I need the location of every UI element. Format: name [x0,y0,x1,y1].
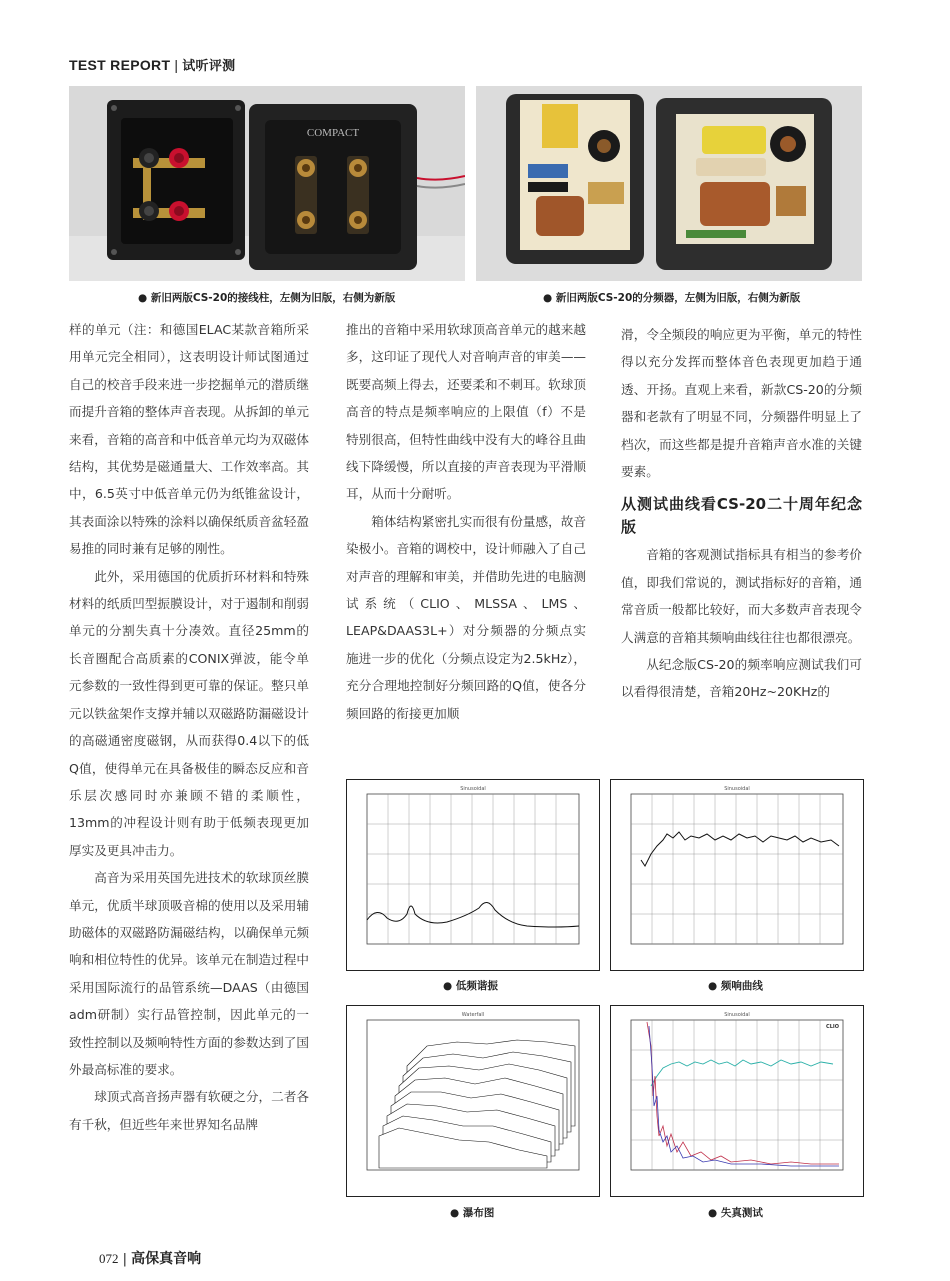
paragraph: 箱体结构紧密扎实而很有份量感，故音染极小。音箱的调校中，设计师融入了自己对声音的理解和审美，并借助先进的电脑测试系统（CLIO、MLSSA、LMS、LEAP&DAAS3L+）对分频器的分频点实施进一步的优化（分频点设定为2.5kHz），充分合理地控制好分频回路的Q值，使各分频回路的衔接更加顺 [346,513,586,721]
paragraph: 滑，令全频段的响应更为平衡，单元的特性得以充分发挥而整体音色表现更加趋于通透、开扬。直观上来看，新款CS-20的分频器和老款有了明显不同，分频器件明显上了档次，而这些都是提升音箱声音水准的关键要素。 [621,327,862,480]
caption-graph-frequency-response: ● 频响曲线 [708,980,763,992]
footer-separator: | [122,1252,128,1267]
page-footer [99,1248,201,1268]
paragraph: 此外，采用德国的优质折环材料和特殊材料的纸质凹型振膜设计，对于遏制和削弱单元的分割失真十分凑效。直径25mm的长音圈配合高质素的CONIX弹波，能令单元参数的一致性得到更可靠的保证。整只单元以铁盆架作支撑并辅以双磁路防漏磁设计的高磁通密度磁钢，从而获得0.4以下的低Q值，使得单元在具备极佳的瞬态反应和音乐层次感同时亦兼顾不错的柔顺性，13mm的冲程设计则有助于低频表现更加厚实及更具冲击力。 [69,568,309,858]
header-subsection: 试听评测 [182,59,236,74]
caption-graph-waterfall: ● 瀑布图 [450,1207,495,1219]
graph-distortion [610,1005,864,1197]
paragraph: 推出的音箱中采用软球顶高音单元的越来越多，这印证了现代人对音响声音的审美——既要高频上得去，还要柔和不刺耳。软球顶高音的特点是频率响应的上限值（f）不是特别很高，但特性曲线中没有大的峰谷且曲线下降缓慢，所以直接的声音表现为平滑顺耳，从而十分耐听。 [346,322,586,502]
graph-frequency-response [610,779,864,971]
graph-low-frequency-resonance [346,779,600,971]
graph-mode-label: Waterfall [461,1012,485,1018]
photo-binding-posts [69,86,465,281]
resonance-plot [347,780,599,970]
caption-graph-resonance: ● 低频谐振 [443,980,498,992]
caption-graph-distortion: ● 失真测试 [708,1207,763,1219]
clio-logo: CLIO [826,1024,839,1030]
photo-crossovers [476,86,862,281]
binding-posts-illustration [69,86,465,281]
graph-mode-label: Sinusoidal [724,1012,750,1018]
graph-waterfall [346,1005,600,1197]
paragraph: 样的单元（注：和德国ELAC某款音箱所采用单元完全相同），这表明设计师试图通过自己的校音手段来进一步挖掘单元的潜质继而提升音箱的整体声音表现。从拆卸的单元来看，音箱的高音和中低音单元均为双磁体结构，其优势是磁通量大、工作效率高。其中，6.5英寸中低音单元仍为纸锥盆设计，其表面涂以特殊的涂料以确保纸质音盆轻盈易推的同时兼有足够的刚性。 [69,322,309,557]
graph-mode-label: Sinusoidal [724,786,750,792]
caption-photo-crossovers: ● 新旧两版CS-20的分频器，左侧为旧版，右侧为新版 [543,292,801,304]
paragraph: 从纪念版CS-20的频率响应测试我们可以看得很清楚，音箱20Hz~20KHz的 [621,657,862,700]
header-separator: | [174,57,179,73]
text-column-2 [346,316,586,727]
waterfall-plot [347,1006,599,1196]
text-column-3 [621,321,862,706]
graph-mode-label: Sinusoidal [460,786,486,792]
frequency-response-plot [611,780,863,970]
section-heading: 从测试曲线看CS-20二十周年纪念版 [621,495,862,537]
magazine-name: 高保真音响 [131,1251,202,1267]
crossovers-illustration [476,86,862,281]
header-section: TEST REPORT [69,57,171,73]
paragraph: 音箱的客观测试指标具有相当的参考价值，即我们常说的，测试指标好的音箱，通常音质一般都比较好，而大多数声音表现令人满意的音箱其频响曲线往往也都很漂亮。 [621,547,862,645]
text-column-1 [69,316,309,1138]
running-header [69,55,235,74]
distortion-plot [611,1006,863,1196]
page-number: 072 [99,1251,119,1266]
brand-logo-text: COMPACT [306,127,360,139]
caption-photo-binding-posts: ● 新旧两版CS-20的接线柱，左侧为旧版，右侧为新版 [138,292,396,304]
paragraph: 球顶式高音扬声器有软硬之分，二者各有千秋，但近些年来世界知名品牌 [69,1089,309,1132]
paragraph: 高音为采用英国先进技术的软球顶丝膜单元，优质半球顶吸音棉的使用以及采用辅助磁体的双磁路防漏磁结构，以确保单元频响和相位特性的优异。该单元在制造过程中采用国际流行的品管系统—DAAS（由德国adm研制）实行品管控制，因此单元的一致性控制以及频响特性方面的参数达到了国外最高标准的要求。 [69,870,309,1077]
